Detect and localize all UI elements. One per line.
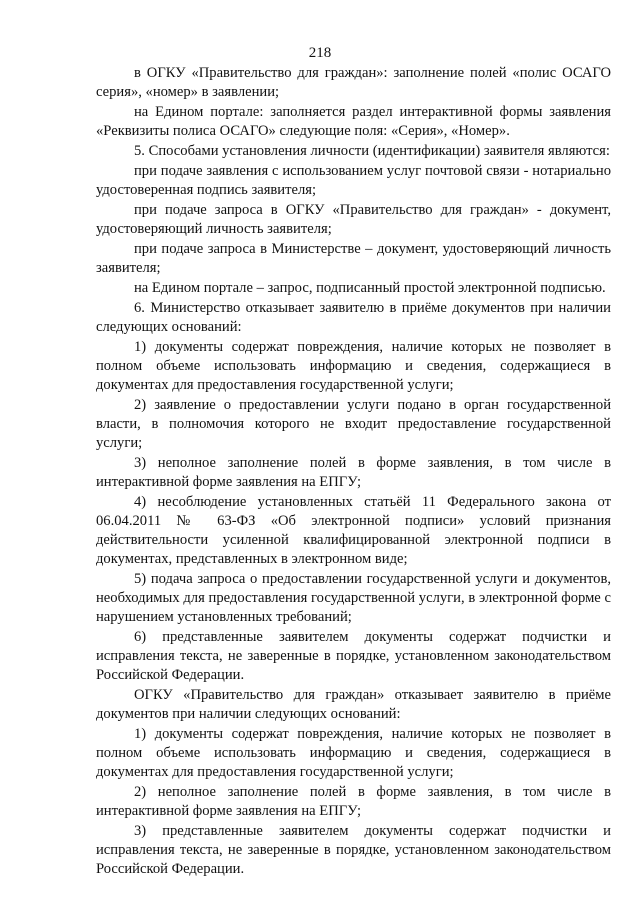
paragraph: на Едином портале – запрос, подписанный простой электронной подписью. bbox=[134, 280, 606, 296]
paragraph: при подаче запроса в ОГКУ «Правительство для граждан» - документ, удостоверяющий личность заявителя; bbox=[96, 202, 611, 237]
paragraph: 3) неполное заполнение полей в форме заявления, в том числе в интерактивной форме заявления на ЕПГУ; bbox=[96, 455, 611, 490]
paragraph: 1) документы содержат повреждения, наличие которых не позволяет в полном объеме использовать информацию и сведения, содержащиеся в документах для предоставления государственной услуги; bbox=[96, 726, 611, 780]
paragraph: 2) неполное заполнение полей в форме заявления, в том числе в интерактивной форме заявления на ЕПГУ; bbox=[96, 784, 611, 819]
paragraph: ОГКУ «Правительство для граждан» отказывает заявителю в приёме документов при наличии следующих оснований: bbox=[96, 687, 611, 722]
paragraph: при подаче запроса в Министерстве – документ, удостоверяющий личность заявителя; bbox=[96, 241, 611, 276]
page-number: 218 bbox=[308, 45, 332, 61]
paragraph: при подаче заявления с использованием услуг почтовой связи - нотариально удостоверенная подпись заявителя; bbox=[96, 163, 611, 198]
paragraph: 1) документы содержат повреждения, наличие которых не позволяет в полном объеме использовать информацию и сведения, содержащиеся в документах для предоставления государственной услуги; bbox=[96, 339, 611, 393]
paragraph: в ОГКУ «Правительство для граждан»: заполнение полей «полис ОСАГО серия», «номер» в заявлении; bbox=[96, 65, 611, 100]
paragraph: 4) несоблюдение установленных статьёй 11 Федерального закона от 06.04.2011 № 63-ФЗ «Об электронной подписи» условий признания действительности усиленной квалифицированной электронной подписи в документах, представленных в электронном виде; bbox=[96, 494, 611, 567]
paragraph: 3) представленные заявителем документы содержат подчистки и исправления текста, не заверенные в порядке, установленном законодательством Российской Федерации. bbox=[96, 823, 611, 877]
paragraph: 5. Способами установления личности (идентификации) заявителя являются: bbox=[134, 143, 610, 159]
paragraph: 5) подача запроса о предоставлении государственной услуги и документов, необходимых для предоставления государственной услуги, в электронной форме с нарушением установленных требований; bbox=[96, 571, 611, 625]
document-body bbox=[96, 64, 611, 880]
paragraph: 2) заявление о предоставлении услуги подано в орган государственной власти, в полномочия которого не входит предоставление государственной услуги; bbox=[96, 397, 611, 451]
paragraph: на Едином портале: заполняется раздел интерактивной формы заявления «Реквизиты полиса ОСАГО» следующие поля: «Серия», «Номер». bbox=[96, 104, 611, 139]
paragraph: 6. Министерство отказывает заявителю в приёме документов при наличии следующих оснований: bbox=[96, 300, 611, 335]
paragraph: 6) представленные заявителем документы содержат подчистки и исправления текста, не заверенные в порядке, установленном законодательством Российской Федерации. bbox=[96, 629, 611, 683]
